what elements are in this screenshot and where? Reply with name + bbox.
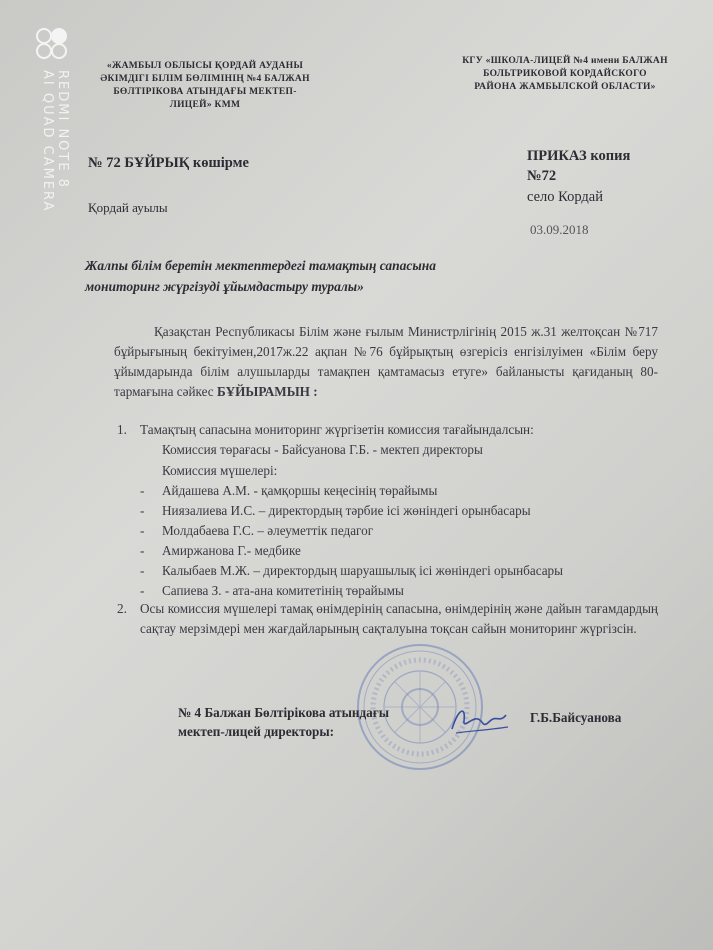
camera-logo-icon — [36, 28, 68, 60]
list-item: - Амиржанова Г.- медбике — [140, 543, 301, 558]
list-item: - Калыбаев М.Ж. – директордың шаруашылық ісі жөніндегі орынбасары — [140, 563, 564, 578]
order-date: 03.09.2018 — [530, 222, 589, 237]
signatory-title: № 4 Балжан Бөлтірікова атындағы мектеп-лицей директоры: — [178, 705, 390, 739]
order-subject: Жалпы білім беретін мектептердегі тамақтың сапасына мониторинг жүргізуді ұйымдастыру туралы» — [85, 258, 437, 294]
list-item: - Молдабаева Г.С. – әлеуметтік педагог — [140, 523, 374, 538]
order-place-ru: село Кордай — [527, 189, 603, 205]
order-place-kz: Қордай ауылы — [88, 200, 168, 215]
item-2-text: Осы комиссия мүшелері тамақ өнімдерінің сапасына, өнімдерінің және дайын тағамдардың сақтау мерзімдері мен жағдайларының сақталуына тоқсан сайын мониторинг жүргізсін. — [140, 601, 658, 636]
camera-watermark-text: REDMI NOTE 8 AI QUAD CAMERA — [40, 70, 70, 213]
order-title-kz: № 72 БҰЙРЫҚ көшірме — [88, 155, 249, 171]
header-left-org: «ЖАМБЫЛ ОБЛЫСЫ ҚОРДАЙ АУДАНЫ ӘКІМДІГІ БІЛІМ БӨЛІМІНІҢ №4 БАЛЖАН БӨЛТІРІКОВА АТЫНДАҒЫ МЕКТЕП- ЛИЦЕЙ» КММ — [100, 61, 310, 110]
list-item: - Ниязалиева И.С. – директордың тәрбие ісі жөніндегі орынбасары — [140, 503, 531, 518]
item-2-number: 2. — [117, 601, 127, 616]
signatory-name: Г.Б.Байсуанова — [530, 710, 622, 725]
item-1-text: Тамақтың сапасына мониторинг жүргізетін комиссия тағайындалсын: — [140, 422, 534, 437]
camera-watermark — [36, 28, 68, 218]
order-preamble: Қазақстан Республикасы Білім және ғылым Министрлігінің 2015 ж.31 желтоқсан №717 бұйрығының бекітуімен,2017ж.22 ақпан №76 бұйрықтың өзгерісіз енгізілуімен «Білім беру ұйымдарында білім алушыларды тамақпен қамтамасыз етуге» байланысты қағиданың 80- тармағына сәйкес БҰЙЫРАМЫН : — [114, 324, 658, 399]
members-label: Комиссия мүшелері: — [162, 463, 278, 478]
item-1-number: 1. — [117, 422, 127, 437]
header-right-org: КГУ «ШКОЛА-ЛИЦЕЙ №4 имени БАЛЖАН БОЛЬТРИКОВОЙ КОРДАЙСКОГО РАЙОНА ЖАМБЫЛСКОЙ ОБЛАСТИ» — [462, 56, 668, 92]
handwritten-signature-icon — [448, 703, 510, 737]
list-item: - Сапиева З. - ата-ана комитетінің төрайымы — [140, 583, 404, 598]
decree-word: БҰЙЫРАМЫН : — [216, 384, 318, 399]
order-title-ru: ПРИКАЗ копия — [527, 148, 631, 164]
member-list — [140, 481, 563, 601]
commission-chair: Комиссия төрағасы - Байсуанова Г.Б. - мектеп директоры — [162, 442, 483, 457]
list-item: - Айдашева А.М. - қамқоршы кеңесінің төрайымы — [140, 483, 438, 498]
order-number-ru: №72 — [527, 168, 557, 184]
